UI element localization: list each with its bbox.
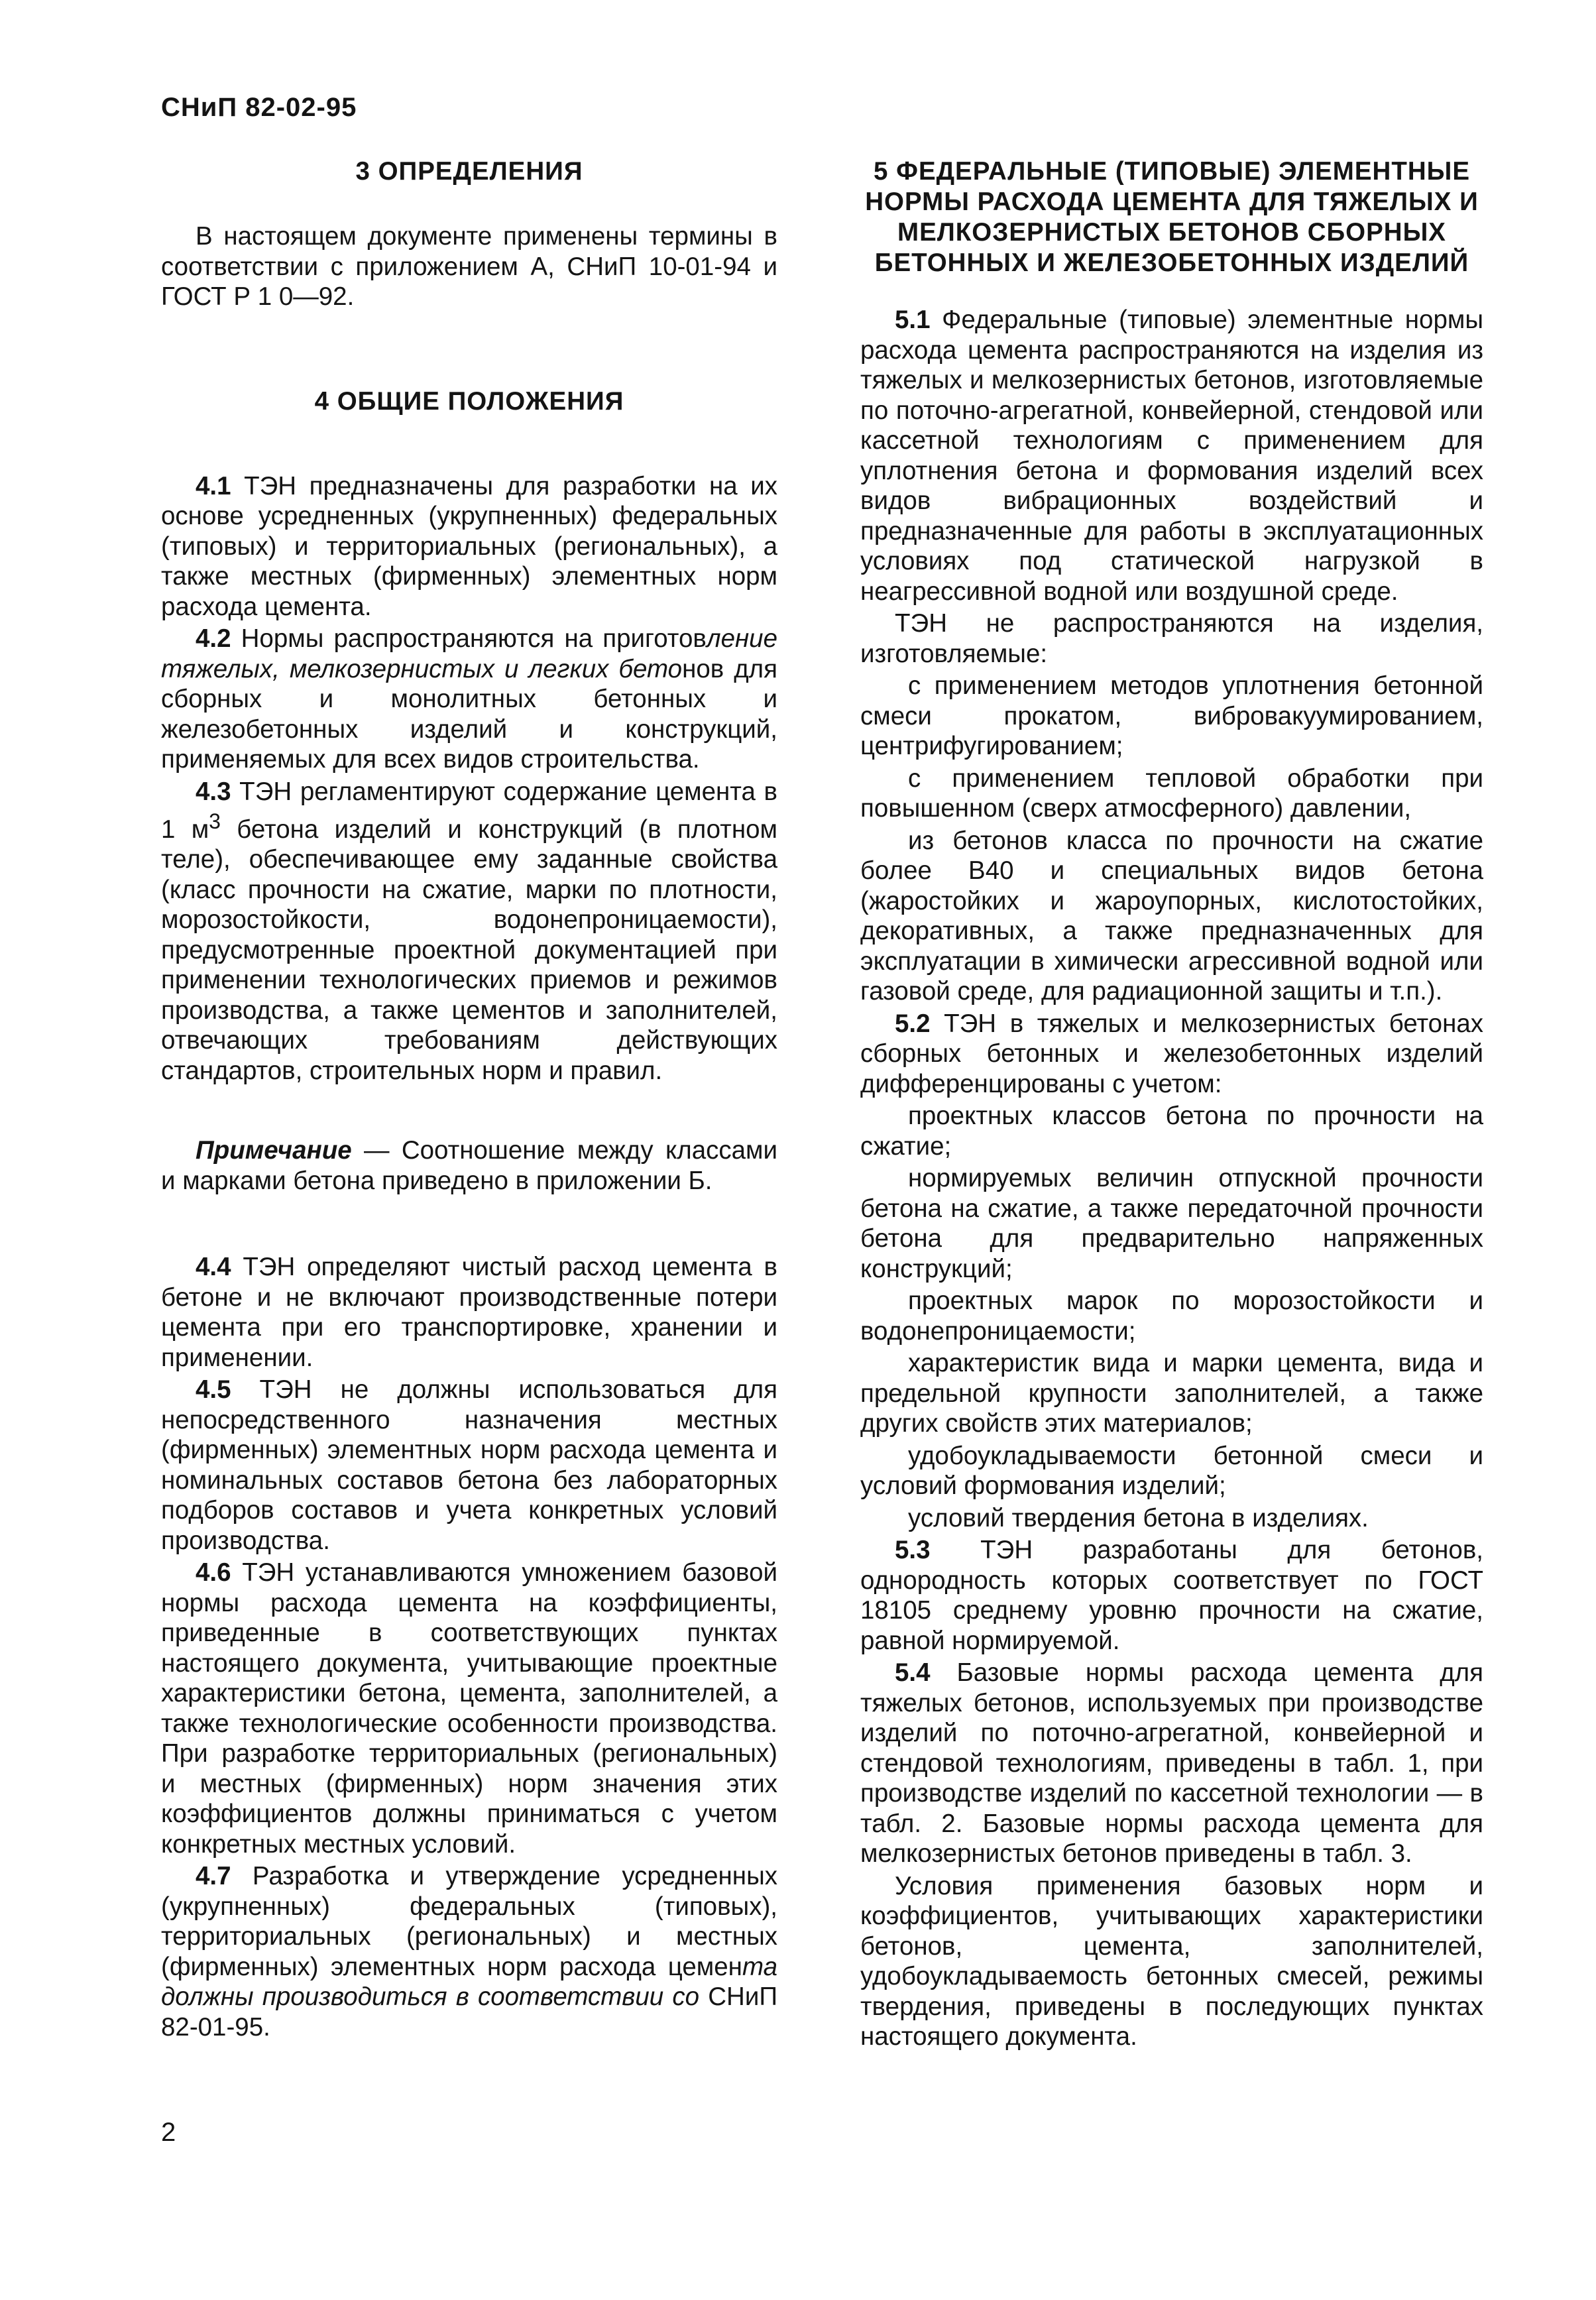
clause-5-4 [860, 1658, 1483, 1869]
clause-4-1 [161, 471, 777, 622]
clause-5-1-exclusion-item: из бетонов класса по прочности на сжатие более В40 и специальных видов бетона (жаростойких и жароупорных, кислотостойких, декоративных, а также предназначенных для эксплуатации в химически агрессивной водной или газовой среде, для радиационной защиты и т.п.). [860, 826, 1483, 1006]
section-3-title: 3 ОПРЕДЕЛЕНИЯ [355, 157, 583, 186]
clause-4-5 [161, 1375, 777, 1556]
document-code-header: СНиП 82-02-95 [161, 93, 357, 122]
clause-5-2-list-item: нормируемых величин отпускной прочности бетона на сжатие, а также передаточной прочности бетона для предварительно напряженных конструкций; [860, 1164, 1483, 1283]
clause-4-7-text-a: Разработка и утверждение усредненных (укрупненных) федеральных (типовых), территориальных (региональных) и местных (фирменных) элементных норм расхода цемен [161, 1862, 777, 1981]
clause-4-6-number: 4.6 [196, 1558, 231, 1587]
section-5-title: 5 ФЕДЕРАЛЬНЫЕ (ТИПОВЫЕ) ЭЛЕМЕНТНЫЕ НОРМЫ РАСХОДА ЦЕМЕНТА ДЛЯ ТЯЖЕЛЫХ И МЕЛКОЗЕРНИСТЫХ БЕТОНОВ СБОРНЫХ БЕТОННЫХ И ЖЕЛЕЗОБЕТОННЫХ ИЗДЕЛИЙ [865, 157, 1479, 277]
clause-5-4-conditions: Условия применения базовых норм и коэффициентов, учитывающих характеристики бетонов, цемента, заполнителей, удобоукладываемость бетонных смесей, режимы твердения, приведены в последующих пунктах настоящего документа. [860, 1871, 1483, 2051]
clause-5-3 [860, 1535, 1483, 1656]
clause-5-3-number: 5.3 [895, 1536, 931, 1564]
clause-4-5-number: 4.5 [196, 1375, 231, 1405]
clause-4-4-text: ТЭН определяют чистый расход цемента в бетоне и не включают производственные потери цемента при его транспортировке, хранении и применении. [161, 1253, 777, 1372]
clause-4-7-number: 4.7 [196, 1862, 231, 1891]
clause-4-7 [161, 1861, 777, 2042]
clause-5-4-text: Базовые нормы расхода цемента для тяжелых бетонов, используемых при производстве изделий по поточно-агрегатной, конвейерной и стендовой технологиям, приведены в табл. 1, при производстве изделий по кассетной технологии — в табл. 2. Базовые нормы расхода цемента для мелкозернистых бетонов приведены в табл. 3. [860, 1658, 1483, 1868]
clause-5-2-list-item: проектных классов бетона по прочности на сжатие; [860, 1102, 1483, 1161]
clause-5-2-text: ТЭН в тяжелых и мелкозернистых бетонах сборных бетонных и железобетонных изделий дифференцированы с учетом: [860, 1009, 1483, 1098]
right-column [860, 156, 1483, 2052]
clause-5-2-list-item: проектных марок по морозостойкости и водонепроницаемости; [860, 1287, 1483, 1346]
clause-4-1-text: ТЭН предназначены для разработки на их основе усредненных (укрупненных) федеральных (типовых) и территориальных (региональных), а также местных (фирменных) элементных норм расхода цемента. [161, 471, 777, 621]
clause-4-2-text-italic: ление тяжелых, мелкозернистых и легких бето [161, 624, 777, 683]
clause-5-3-text: ТЭН разработаны для бетонов, однородность которых соответствует по ГОСТ 18105 среднему уровню прочности на сжатие, равной нормируемой. [860, 1536, 1483, 1655]
clause-4-4-number: 4.4 [196, 1253, 231, 1282]
clause-5-1-text: Федеральные (типовые) элементные нормы расхода цемента распространяются на изделия из тяжелых и мелкозернистых бетонов, изготовляемые по поточно-агрегатной, конвейерной, стендовой или кассетной технологиям с применением для уплотнения бетона и формования изделий всех видов вибрационных воздействий и предназначенные для работы в эксплуатационных условиях под статической нагрузкой в неагрессивной водной или воздушной среде. [860, 306, 1483, 606]
clause-4-3-superscript: 3 [209, 809, 221, 833]
section-3-paragraph: В настоящем документе применены термины в соответствии с приложением А, СНиП 10-01-94 и ГОСТ Р 1 0—92. [161, 222, 777, 311]
clause-4-1-number: 4.1 [196, 471, 231, 500]
clause-4-6-text: ТЭН устанавливаются умножением базовой нормы расхода цемента на коэффициенты, приведенные в соответствующих пунктах настоящего документа, учитывающие проектные характеристики бетона, цемента, заполнителей, а также технологические особенности производства. При разработке территориальных (региональных) и местных (фирменных) норм значения этих коэффициентов должны приниматься с учетом конкретных местных условий. [161, 1558, 777, 1859]
clause-4-2 [161, 624, 777, 775]
clause-5-1-exclusion-item: с применением методов уплотнения бетонной смеси прокатом, вибровакуумированием, центрифугированием; [860, 671, 1483, 760]
left-column [161, 156, 777, 2042]
clause-4-2-number: 4.2 [196, 624, 231, 653]
clause-4-7-text-b: СНиП 82-01-95. [161, 1983, 777, 2041]
clause-4-6 [161, 1558, 777, 1859]
note-label: Примечание [196, 1136, 352, 1165]
clause-4-4 [161, 1252, 777, 1373]
clause-5-2-list-item: условий твердения бетона в изделиях. [908, 1503, 1369, 1532]
clause-4-3 [161, 777, 777, 1086]
clause-5-1-exclusions-intro: ТЭН не распространяются на изделия, изготовляемые: [860, 609, 1483, 668]
clause-5-2-list-item: характеристик вида и марки цемента, вида и предельной крупности заполнителей, а также других свойств этих материалов; [860, 1349, 1483, 1438]
clause-5-1 [860, 305, 1483, 606]
clause-4-2-text-a: Нормы распространяются на приготов [231, 624, 707, 653]
note-text: — Соотношение между классами и марками бетона приведено в приложении Б. [161, 1136, 777, 1195]
clause-5-4-number: 5.4 [895, 1658, 931, 1687]
clause-5-2-number: 5.2 [895, 1009, 931, 1038]
page-number: 2 [161, 2118, 176, 2147]
clause-4-5-text: ТЭН не должны использоваться для непосредственного назначения местных (фирменных) элементных норм расхода цемента и номинальных составов бетона без лабораторных подборов составов и учета конкретных условий производства. [161, 1375, 777, 1555]
clause-4-3-text-a: ТЭН регламентируют содержание цемента в 1 м [161, 777, 777, 844]
clause-4-7-text-italic: та должны производиться в соответствии со [161, 1952, 777, 2012]
clause-5-2 [860, 1009, 1483, 1100]
clause-5-1-number: 5.1 [895, 306, 931, 334]
clause-5-1-exclusion-item: с применением тепловой обработки при повышенном (сверх атмосферного) давлении, [860, 764, 1483, 823]
clause-4-3-number: 4.3 [196, 777, 231, 806]
clause-5-2-list-item: удобоукладываемости бетонной смеси и условий формования изделий; [860, 1441, 1483, 1500]
section-4-title: 4 ОБЩИЕ ПОЛОЖЕНИЯ [314, 386, 624, 416]
note-paragraph [161, 1135, 777, 1196]
clause-4-2-text-b: нов для сборных и монолитных бетонных и железобетонных изделий и конструкций, применяемых для всех видов строительства. [161, 654, 777, 774]
clause-4-3-text-b: бетона изделий и конструкций (в плотном теле), обеспечивающее ему заданные свойства (класс прочности на сжатие, марки по плотности, морозостойкости, водонепроницаемости), предусмотренные проектной документацией при применении технологических приемов и режимов производства, а также цементов и заполнителей, отвечающих требованиям действующих стандартов, строительных норм и правил. [161, 815, 777, 1085]
